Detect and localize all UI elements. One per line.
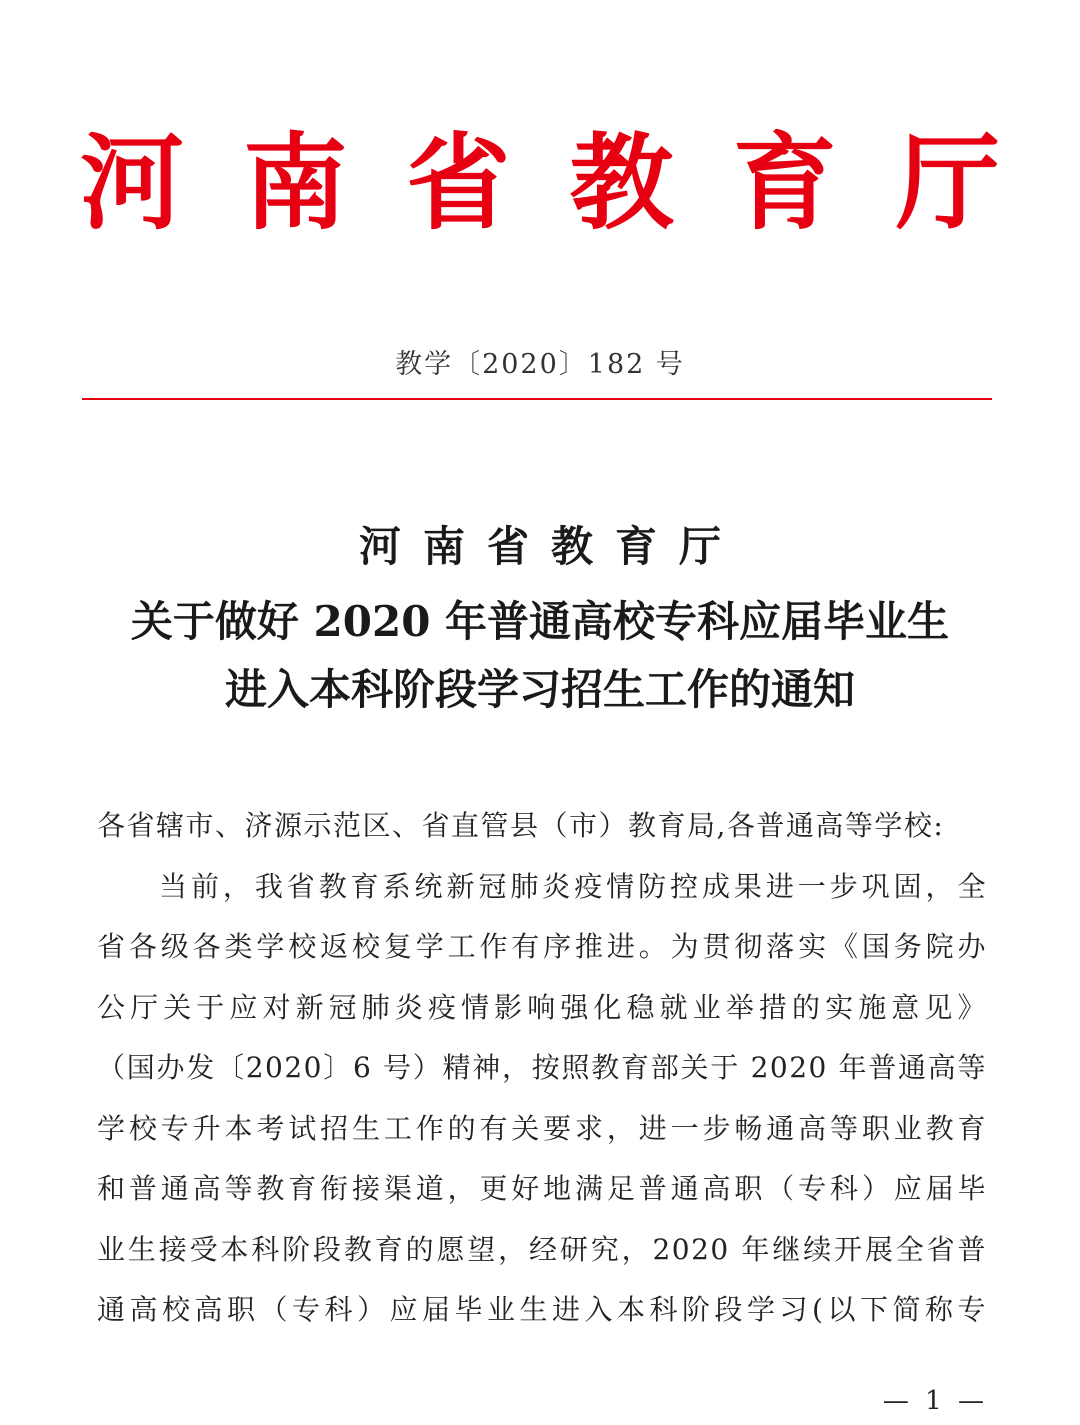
body-line: 省各级各类学校返校复学工作有序推进。为贯彻落实《国务院办: [97, 930, 987, 963]
masthead-char: 省: [406, 121, 511, 244]
masthead-char: 育: [732, 121, 837, 244]
page-number: — 1 —: [882, 1386, 988, 1416]
body-line: 业生接受本科阶段教育的愿望，经研究，2020 年继续开展全省普: [97, 1232, 987, 1266]
body-line: 公厅关于应对新冠肺炎疫情影响强化稳就业举措的实施意见》: [97, 990, 987, 1024]
masthead-char: 厅: [895, 121, 1000, 244]
salutation: 各省辖市、济源示范区、省直管县（市）教育局,各普通高等学校:: [97, 809, 945, 842]
red-divider-line: [82, 398, 992, 400]
body-line: 学校专升本考试招生工作的有关要求，进一步畅通高等职业教育: [97, 1111, 987, 1145]
body-line: 通高校高职（专科）应届毕业生进入本科阶段学习(以下简称专: [97, 1293, 987, 1326]
title-line-2: 关于做好 2020 年普通高校专科应届毕业生: [130, 597, 950, 646]
body-line: 和普通高等教育衔接渠道，更好地满足普通高职（专科）应届毕: [97, 1172, 987, 1205]
title-line-1: 河南省教育厅: [358, 522, 743, 571]
masthead-char: 河: [80, 121, 185, 244]
masthead-char: 南: [243, 121, 348, 244]
body-line: （国办发〔2020〕6 号）精神，按照教育部关于 2020 年普通高等: [97, 1051, 987, 1084]
document-number: 教学〔2020〕182 号: [395, 349, 685, 380]
title-line-3: 进入本科阶段学习招生工作的通知: [224, 665, 855, 714]
body-line: 当前，我省教育系统新冠肺炎疫情防控成果进一步巩固，全: [159, 869, 987, 903]
masthead-title: [80, 118, 1000, 248]
document-body: [97, 796, 987, 1341]
masthead-char: 教: [569, 121, 674, 244]
